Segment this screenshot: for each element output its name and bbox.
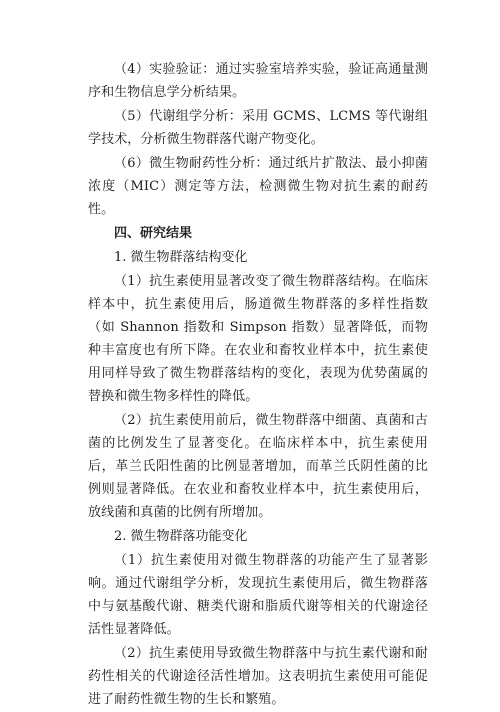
paragraph-resistance-analysis: （6）微生物耐药性分析：通过纸片扩散法、最小抑菌浓度（MIC）测定等方法，检测微生物对抗生素的耐药性。: [88, 156, 428, 217]
paragraph-function-change-2: （2）抗生素使用导致微生物群落中与抗生素代谢和耐药性相关的代谢途径活性增加。这表明抗生素使用可能促进了耐药性微生物的生长和繁殖。: [88, 646, 428, 707]
paragraph-structure-change-2: （2）抗生素使用前后，微生物群落中细菌、真菌和古菌的比例发生了显著变化。在临床样本中，抗生素使用后，革兰氏阳性菌的比例显著增加，而革兰氏阴性菌的比例则显著降低。在农业和畜牧业样本中，抗生素使用后，放线菌和真菌的比例有所增加。: [88, 413, 428, 520]
paragraph-metabolomics-analysis: （5）代谢组学分析：采用 GCMS、LCMS 等代谢组学技术，分析微生物群落代谢产物变化。: [88, 109, 428, 147]
section-heading-results: 四、研究结果: [114, 226, 193, 241]
subheading-community-function: 2. 微生物群落功能变化: [114, 529, 248, 544]
paragraph-function-change-1: （1）抗生素使用对微生物群落的功能产生了显著影响。通过代谢组学分析，发现抗生素使用后，微生物群落中与氨基酸代谢、糖类代谢和脂质代谢等相关的代谢途径活性显著降低。: [88, 553, 428, 637]
paragraph-experiment-validation: （4）实验验证：通过实验室培养实验，验证高通量测序和生物信息学分析结果。: [88, 62, 428, 100]
paragraph-structure-change-1: （1）抗生素使用显著改变了微生物群落结构。在临床样本中，抗生素使用后，肠道微生物群落的多样性指数（如 Shannon 指数和 Simpson 指数）显著降低，而物种丰富度也有所下降。在农业和畜牧业样本中，抗生素使用同样导致了微生物群落结构的变化，表现为优势菌属的替换和微生物多样性的降低。: [88, 274, 428, 404]
document-page: [88, 58, 428, 712]
subheading-community-structure: 1. 微生物群落结构变化: [114, 250, 248, 265]
